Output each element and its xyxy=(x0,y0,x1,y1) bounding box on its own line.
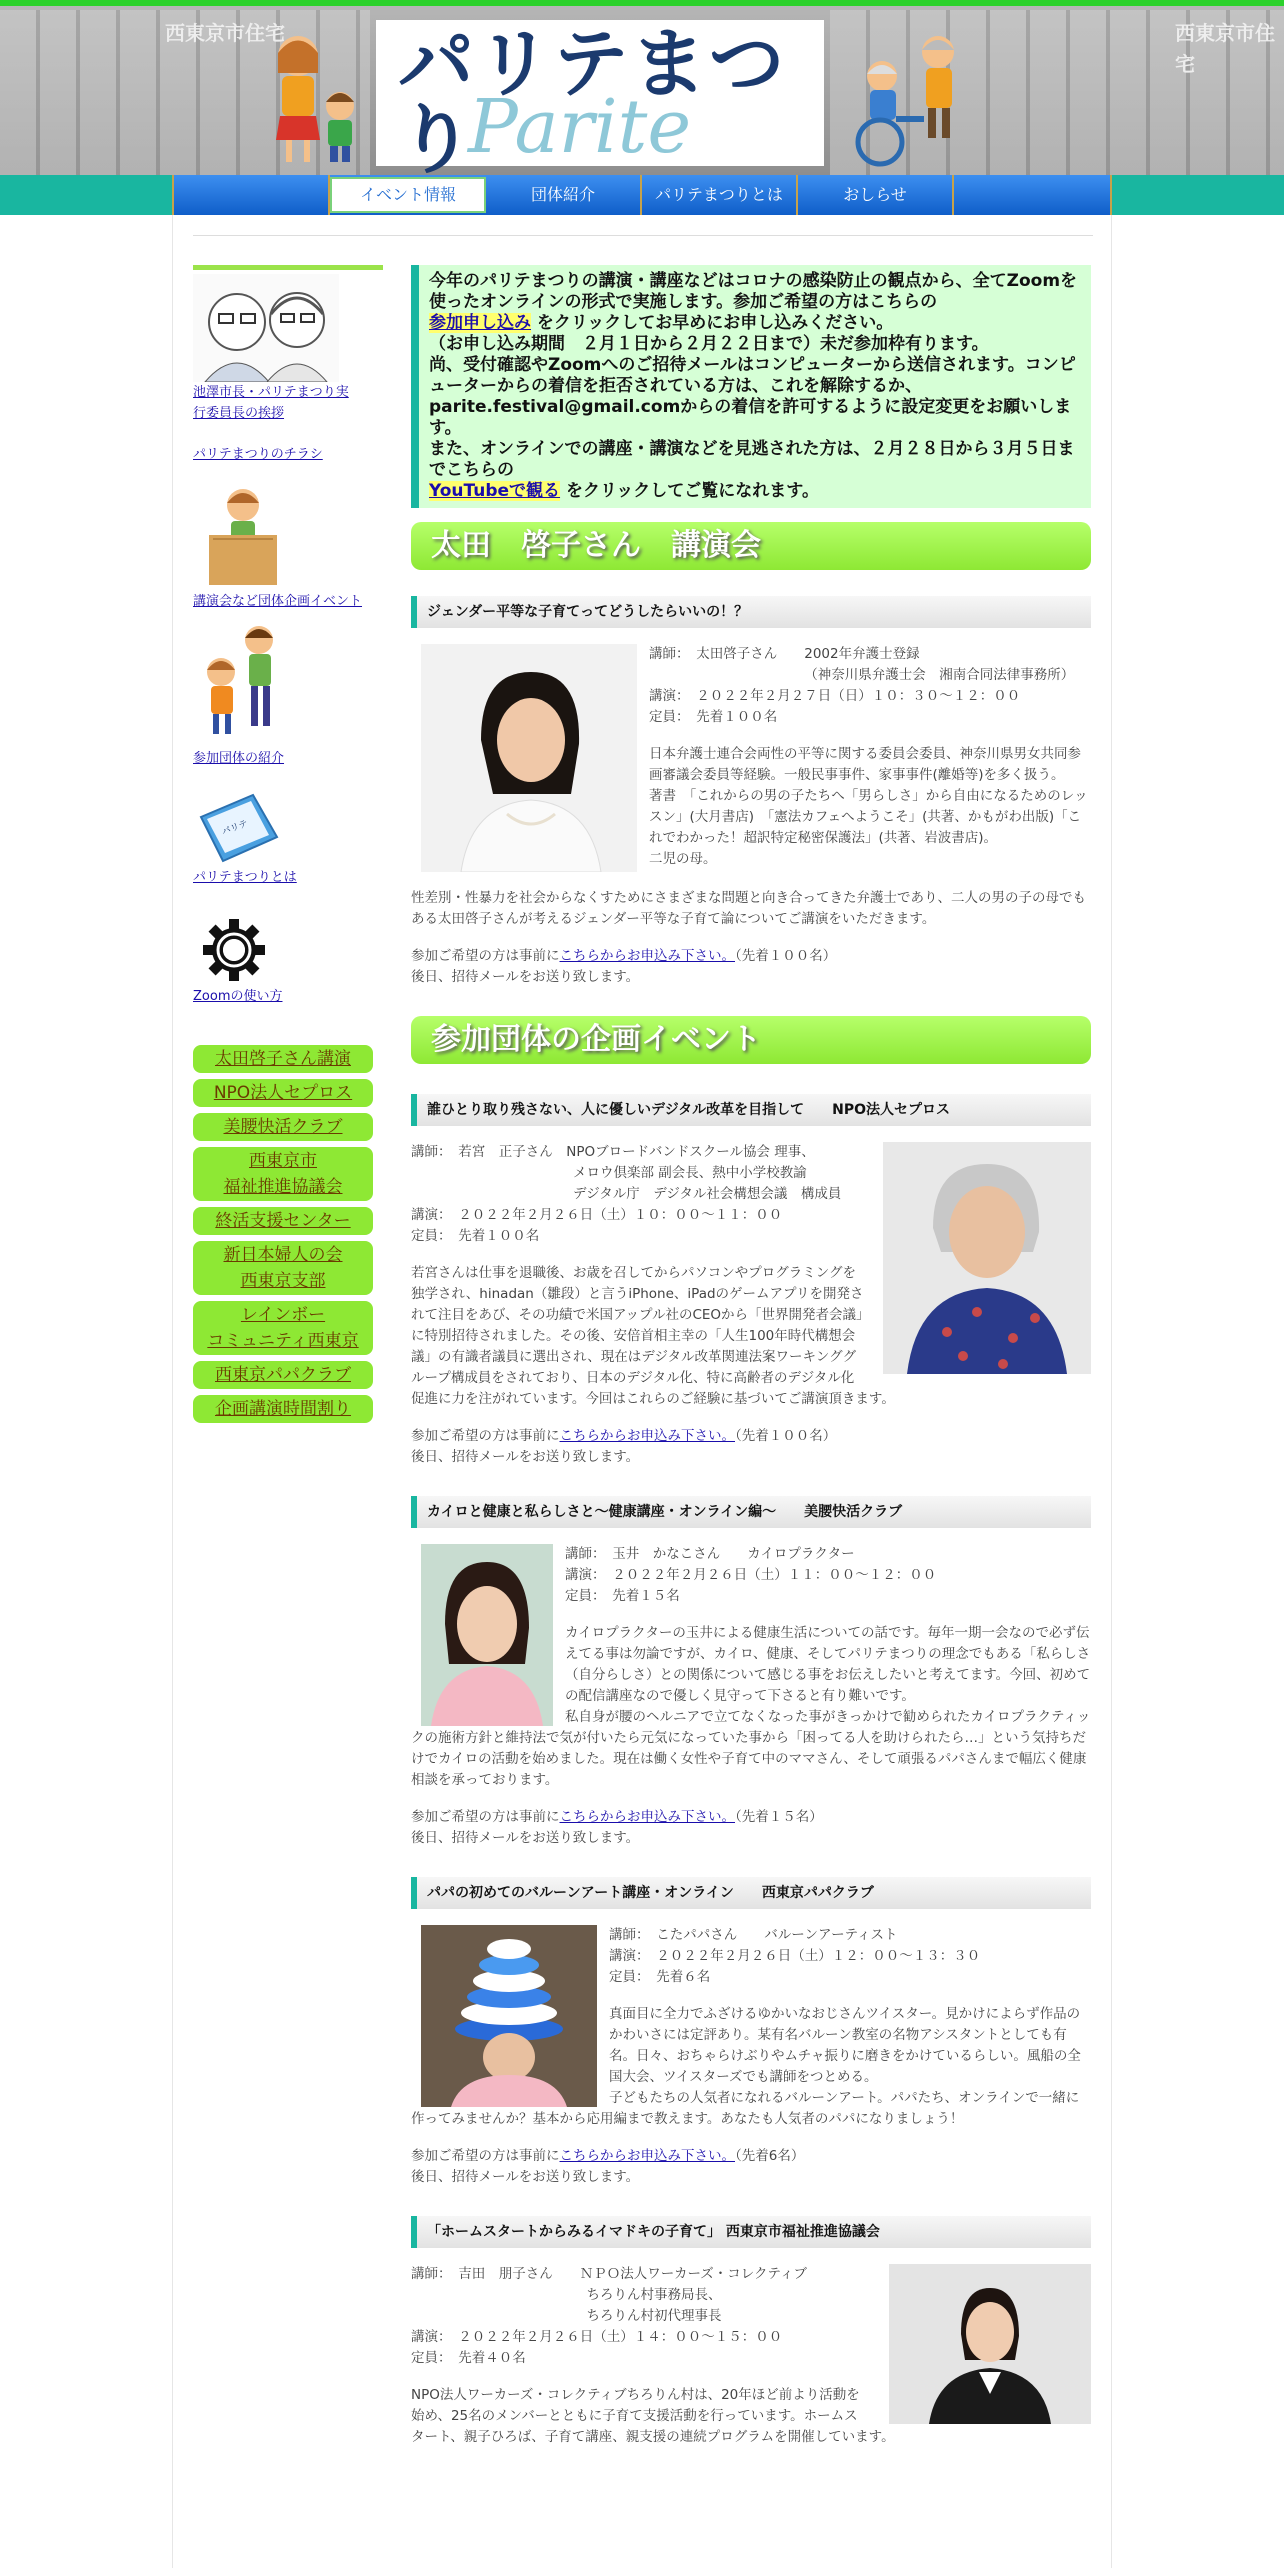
lecture-title: ジェンダー平等な子育てってどうしたらいいの！？ xyxy=(411,596,1091,628)
logo-japanese: パリテまつり xyxy=(398,19,787,175)
menu-shukatsu-center[interactable]: 終活支援センター xyxy=(193,1207,373,1235)
event4-line-4: 講演： ２０２２年２月２６日（土）１４：００～１５：００ xyxy=(411,2329,783,2345)
event3-capacity: （先着6名） xyxy=(735,2148,805,2164)
about-link[interactable]: パリテまつりとは xyxy=(193,870,297,885)
event2-capacity: （先着１５名） xyxy=(735,1809,823,1825)
lecture-section xyxy=(411,644,1091,988)
event2-line-1: 講師： 玉井 かなこさん カイロプラクター xyxy=(565,1546,855,1562)
event3-apply-link[interactable]: こちらからお申込み下さい。 xyxy=(559,2148,735,2164)
notice-text-6: をクリックしてご覧になれます。 xyxy=(565,481,819,501)
event2-apply xyxy=(411,1807,1091,1828)
event4-line-3: ちろりん村初代理事長 xyxy=(411,2308,722,2324)
lecture-kids: 二児の母。 xyxy=(649,851,717,867)
event1-line-4: 講演： ２０２２年２月２６日（土）１０：００～１１：００ xyxy=(411,1207,783,1223)
menu-ota-lecture[interactable]: 太田啓子さん講演 xyxy=(193,1045,373,1073)
event3-title: パパの初めてのバルーンアート講座・オンライン 西東京パパクラブ xyxy=(411,1877,1091,1909)
event2-line-2: 講演： ２０２２年２月２６日（土）１１：００～１２：００ xyxy=(565,1567,937,1583)
sidebar xyxy=(193,265,383,1429)
svg-text:パリテ: パリテ xyxy=(220,819,250,838)
lecture-line-4: 定員： 先着１００名 xyxy=(649,709,778,725)
apply-prefix: 参加ご希望の方は事前に xyxy=(411,1809,560,1825)
wakamiya-photo xyxy=(883,1142,1091,1374)
event1-line-2: メロウ倶楽部 副会長、熱中小学校教諭 xyxy=(411,1165,807,1181)
lecture-books: 著書 「これからの男の子たちへ「男らしさ」から自由になるためのレッスン」(大月書店) 「憲法カフェへようこそ」(共著、かもがわ出版)「これでわかった！超訳特定秘密保護法」(共著、岩波書店)。 xyxy=(649,788,1088,846)
event3-desc2: 子どもたちの人気者になれるバルーンアート。パパたち、オンラインで一緒に作ってみませんか？基本から応用編まで教えます。あなたも人気者のパパになりましょう！ xyxy=(411,2090,1080,2127)
sidebar-menu xyxy=(193,1045,383,1423)
apply-prefix: 参加ご希望の方は事前に xyxy=(411,1428,560,1444)
apply-prefix: 参加ご希望の方は事前に xyxy=(411,2148,560,2164)
notice-text-4: 尚、受付確認やZoomへのご招待メールはコンピューターから送信されます。コンピューターからの着信を拒否されている方は、これを解除するか、parite.festival@gmail.comからの着信を許可するように設定変更をお願いします。 xyxy=(429,355,1076,438)
event1-apply-link[interactable]: こちらからお申込み下さい。 xyxy=(559,1428,735,1444)
lecture-apply xyxy=(411,946,1091,967)
gear-icon xyxy=(199,918,269,982)
event3-after: 後日、招待メールをお送り致します。 xyxy=(411,2169,640,2185)
nav-about[interactable]: パリテまつりとは xyxy=(642,175,798,215)
header-sign-left: 西東京市住宅 xyxy=(165,21,285,45)
event2-desc: カイロプラクターの玉井による健康生活についての話です。毎年一期一会なので必ず伝えてる事は勿論ですが、カイロ、健康、そしてパリテまつりの理念でもある「私らしさ（自分らしさ）との関係について感じる事をお伝えしたいと考えてます。今回、初めての配信講座なので優しく見守って下さると有り難いです。 xyxy=(565,1625,1091,1704)
events-banner: 参加団体の企画イベント xyxy=(411,1016,1091,1064)
site-logo[interactable] xyxy=(376,19,824,175)
lecture-desc: 性差別・性暴力を社会からなくすためにさまざまな問題と向き合ってきた弁護士であり、二人の男の子の母でもある太田啓子さんが考えるジェンダー平等な子育て論についてご講演をいただきます。 xyxy=(411,890,1086,927)
page-body xyxy=(172,215,1112,2568)
children-icon xyxy=(193,620,289,744)
menu-bikoshi-club[interactable]: 美腰快活クラブ xyxy=(193,1113,373,1141)
lecture-capacity: （先着１００名） xyxy=(735,948,837,964)
menu-npo-sepros[interactable]: NPO法人セプロス xyxy=(193,1079,373,1107)
event2-title: カイロと健康と私らしさと～健康講座・オンライン編～ 美腰快活クラブ xyxy=(411,1496,1091,1528)
event3-line-1: 講師： こたパパさん バルーンアーティスト xyxy=(609,1927,898,1943)
event1-section xyxy=(411,1142,1091,1468)
nav-groups[interactable]: 団体紹介 xyxy=(486,175,642,215)
lecture-apply-link[interactable]: こちらからお申込み下さい。 xyxy=(559,948,735,964)
lecture-line-1: 講師： 太田啓子さん 2002年弁護士登録 xyxy=(649,646,920,662)
event1-capacity: （先着１００名） xyxy=(735,1428,837,1444)
menu-papa-club[interactable]: 西東京パパクラブ xyxy=(193,1361,373,1389)
lecture-after: 後日、招待メールをお送り致します。 xyxy=(411,969,640,985)
event1-desc: 若宮さんは仕事を退職後、お歳を召してからパソコンやプログラミングを独学され、hinadan（雛段）と言うiPhone、iPadのゲームアプリを開発されて注目をあび、その功績で米国アップル社のCEOから「世界開発者会議」に特別招待されました。その後、安倍首相主幸の「人生100年時代構想会議」の有識者議員に選出され、現在はデジタル改革関連法案ワーキンググループ構成員をされており、日本のデジタル化、特に高齢者のデジタル化促進に力を注がれています。今回はこれらのご経験に基づいてご講演頂きます。 xyxy=(411,1265,895,1407)
youtube-link[interactable]: YouTubeで観る xyxy=(429,481,561,501)
notice-text-1: 今年のパリテまつりの講演・講座などはコロナの感染防止の観点から、全てZoomを使ったオンラインの形式で実施します。参加ご希望の方はこちらの xyxy=(429,271,1078,312)
notice-text-2: をクリックしてお早めにお申し込みください。 xyxy=(536,313,894,333)
main-nav xyxy=(172,175,1112,215)
event4-section xyxy=(411,2264,1091,2448)
menu-rainbow-community[interactable]: レインボー コミュニティ西東京 xyxy=(193,1301,373,1355)
yoshida-photo xyxy=(889,2264,1091,2424)
ota-photo xyxy=(421,644,637,872)
notice-box xyxy=(411,265,1091,508)
apply-prefix: 参加ご希望の方は事前に xyxy=(411,948,560,964)
event1-apply xyxy=(411,1426,1091,1447)
balloon-artist-photo xyxy=(421,1925,597,2107)
event1-line-3: デジタル庁 デジタル社会構想会議 構成員 xyxy=(411,1186,842,1202)
tamai-photo xyxy=(421,1544,553,1726)
nav-event-info[interactable]: イベント情報 xyxy=(330,177,486,213)
event2-line-3: 定員： 先着１５名 xyxy=(565,1588,680,1604)
greeting-link[interactable]: 池澤市長・パリテまつり実行委員長の挨拶 xyxy=(193,385,349,421)
event3-line-3: 定員： 先着６名 xyxy=(609,1969,711,1985)
event4-line-5: 定員： 先着４０名 xyxy=(411,2350,526,2366)
mayor-portrait-image xyxy=(193,274,339,382)
event3-line-2: 講演： ２０２２年２月２６日（土）１２：００～１３：３０ xyxy=(609,1948,981,1964)
event2-section xyxy=(411,1544,1091,1849)
zoom-guide-link[interactable]: Zoomの使い方 xyxy=(193,989,283,1004)
site-header xyxy=(0,0,1284,175)
nav-spacer-right xyxy=(954,175,1110,215)
speaker-podium-icon xyxy=(203,483,283,587)
event3-apply xyxy=(411,2146,1091,2167)
top-divider xyxy=(193,235,1093,236)
apply-link[interactable]: 参加申し込み xyxy=(429,313,531,333)
header-sign-right: 西東京市住宅 xyxy=(1175,21,1275,76)
lecture-line-2: （神奈川県弁護士会 湘南合同法律事務所） xyxy=(649,667,1075,683)
event4-desc: NPO法人ワーカーズ・コレクティブちろりん村は、20年ほど前より活動を始め、25名のメンバーとともに子育て支援活動を行っています。ホームスタート、親子ひろば、子育て講座、親支援の連続プログラムを開催しています。 xyxy=(411,2387,895,2445)
event4-title: 「ホームスタートからみるイマドキの子育て」 西東京市福祉推進協議会 xyxy=(411,2216,1091,2248)
lecture-bio: 日本弁護士連合会両性の平等に関する委員会委員、神奈川県男女共同参画審議会委員等経験。一般民事事件、家事事件(離婚等)を多く扱う。 xyxy=(649,746,1081,783)
event1-title: 誰ひとり取り残さない、人に優しいデジタル改革を目指して NPO法人セプロス xyxy=(411,1094,1091,1126)
event1-line-1: 講師： 若宮 正子さん NPOブロードバンドスクール協会 理事、 xyxy=(411,1144,815,1160)
event1-after: 後日、招待メールをお送り致します。 xyxy=(411,1449,640,1465)
lecture-line-3: 講演： ２０２２年２月２７日（日）１０：３０～１２：００ xyxy=(649,688,1021,704)
elderly-wheelchair-illustration xyxy=(842,30,972,170)
event4-line-2: ちろりん村事務局長、 xyxy=(411,2287,722,2303)
logo-english: Parite xyxy=(468,84,692,170)
nav-spacer-left xyxy=(174,175,330,215)
mother-child-illustration xyxy=(260,28,370,168)
sidebar-accent xyxy=(193,265,383,270)
event2-after: 後日、招待メールをお送り致します。 xyxy=(411,1830,640,1846)
notice-text-3: （お申し込み期間 ２月１日から２月２２日まで）未だ参加枠有ります。 xyxy=(429,334,989,354)
groups-link[interactable]: 参加団体の紹介 xyxy=(193,751,285,766)
event4-line-1: 講師： 吉田 朋子さん ＮＰＯ法人ワーカーズ・コレクティブ xyxy=(411,2266,807,2282)
events-link[interactable]: 講演会など団体企画イベント xyxy=(193,594,363,609)
menu-shinfujin[interactable]: 新日本婦人の会 西東京支部 xyxy=(193,1241,373,1295)
menu-welfare-council[interactable]: 西東京市 福祉推進協議会 xyxy=(193,1147,373,1201)
main-content xyxy=(411,265,1091,2448)
menu-timetable[interactable]: 企画講演時間割り xyxy=(193,1395,373,1423)
lecture-banner: 太田 啓子さん 講演会 xyxy=(411,522,1091,570)
event3-desc: 真面目に全力でふざけるゆかいなおじさんツイスター。見かけによらず作品のかわいさには定評あり。某有名バルーン教室の名物アシスタントとしても有名。日々、おちゃらけぶりやムチャ振りに磨きをかけているらしい。風船の全国大会、ツイスターズでも講師をつとめる。 xyxy=(609,2006,1081,2085)
pamphlet-icon xyxy=(193,787,283,867)
nav-news[interactable]: おしらせ xyxy=(798,175,954,215)
event1-line-5: 定員： 先着１００名 xyxy=(411,1228,540,1244)
flyer-link[interactable]: パリテまつりのチラシ xyxy=(193,447,323,462)
nav-bar xyxy=(0,175,1284,215)
event2-apply-link[interactable]: こちらからお申込み下さい。 xyxy=(559,1809,735,1825)
event3-section xyxy=(411,1925,1091,2188)
event2-desc2: 私自身が腰のヘルニアで立てなくなった事がきっかけで勧められたカイロプラクティックの施術方針と維持法で気が付いたら元気になっていた事から「困ってる人を助けられたら…」という気持ちだけでカイロの活動を始めました。現在は働く女性や子育て中のママさん、そして頑張るパパさんまで幅広く健康相談を承っております。 xyxy=(411,1709,1091,1788)
notice-text-5: また、オンラインでの講座・講演などを見逃された方は、２月２８日から３月５日までこちらの xyxy=(429,439,1075,480)
